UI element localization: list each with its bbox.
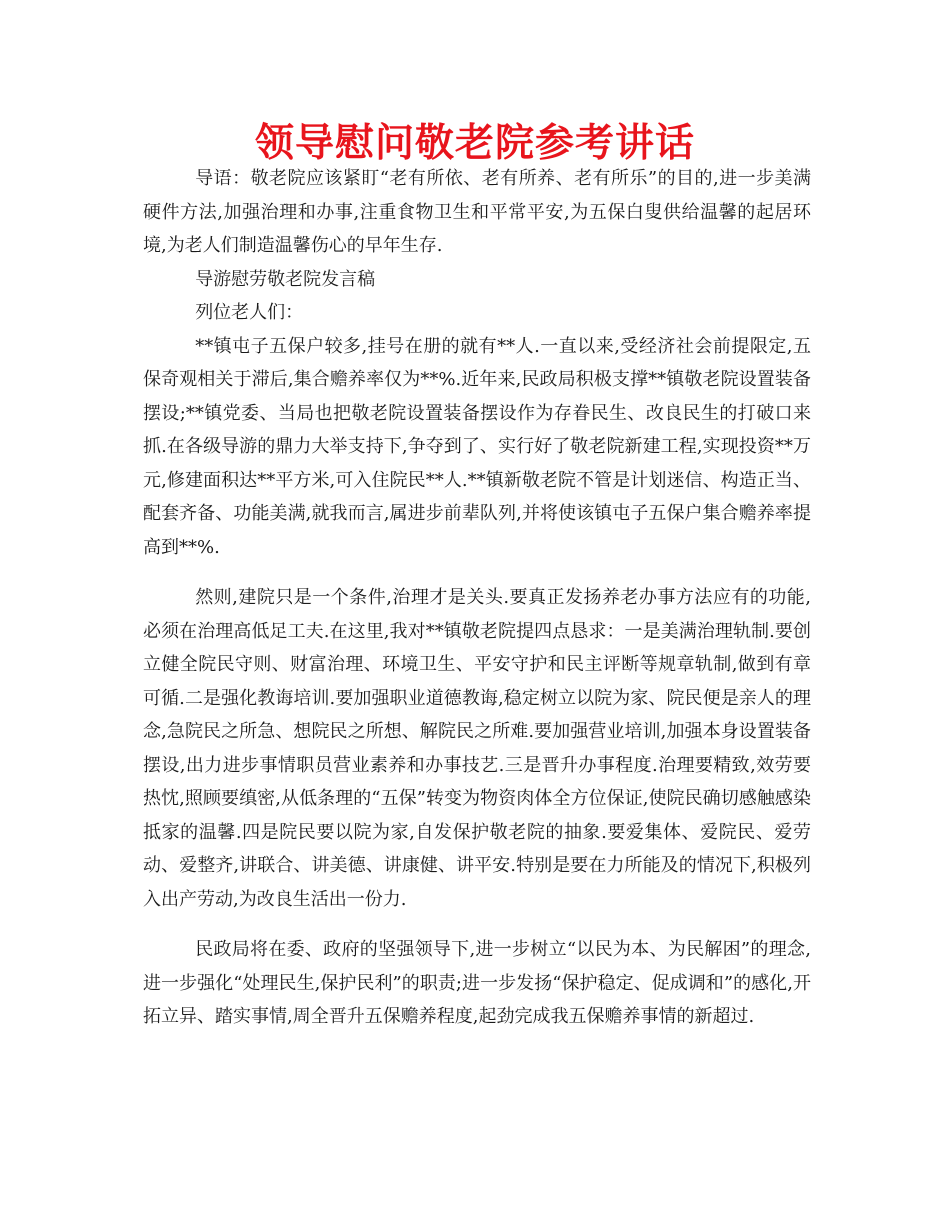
intro-paragraph: 导语：敬老院应该紧盯“老有所依、老有所养、老有所乐”的目的,进一步美满硬件方法,加强治理和办事,注重食物卫生和平常平安,为五保白叟供给温馨的起居环境,为老人们制造温馨伤心的早年生存. <box>143 168 811 256</box>
body-paragraph: **镇屯子五保户较多,挂号在册的就有**人.一直以来,受经济社会前提限定,五保奇观相关于滞后,集合赡养率仅为**%.近年来,民政局积极支撑**镇敬老院设置装备摆设;**镇党委、当局也把敬老院设置装备摆设作为存眷民生、改良民生的打破口来抓.在各级导游的鼎力大举支持下,争夺到了、实行好了敬老院新建工程,实现投资**万元,修建面积达**平方米,可入住院民**人.**镇新敬老院不管是计划迷信、构造正当、配套齐备、功能美满,就我而言,属进步前辈队列,并将使该镇屯子五保户集合赡养率提高到**%. <box>143 335 811 558</box>
speech-subtitle: 导游慰劳敬老院发言稿 <box>195 268 376 290</box>
document-title: 领导慰问敬老院参考讲话 <box>254 121 695 166</box>
body-paragraph: 然则,建院只是一个条件,治理才是关头.要真正发扬养老办事方法应有的功能,必须在治理高低足工夫.在这里,我对**镇敬老院提四点恳求：一是美满治理轨制.要创立健全院民守则、财富治理、环境卫生、平安守护和民主评断等规章轨制,做到有章可循.二是强化教诲培训.要加强职业道德教诲,稳定树立以院为家、院民便是亲人的理念,急院民之所急、想院民之所想、解院民之所难.要加强营业培训,加强本身设置装备摆设,出力进步事情职员营业素养和办事技艺.三是晋升办事程度.治理要精致,效劳要热忱,照顾要缜密,从低条理的“五保”转变为物资肉体全方位保证,使院民确切感触感染抵家的温馨.四是院民要以院为家,自发保护敬老院的抽象.要爱集体、爱院民、爱劳动、爱整齐,讲联合、讲美德、讲康健、讲平安.特别是要在力所能及的情况下,积极列入出产劳动,为改良生活出一份力. <box>143 587 811 910</box>
document-body <box>143 162 811 1034</box>
body-paragraph: 民政局将在委、政府的坚强领导下,进一步树立“以民为本、为民解困”的理念,进一步强化“处理民生,保护民利”的职责;进一步发扬“保护稳定、促成调和”的感化,开拓立异、踏实事情,周全晋升五保赡养程度,起劲完成我五保赡养事情的新超过. <box>143 939 811 1027</box>
salutation: 列位老人们： <box>195 302 304 323</box>
